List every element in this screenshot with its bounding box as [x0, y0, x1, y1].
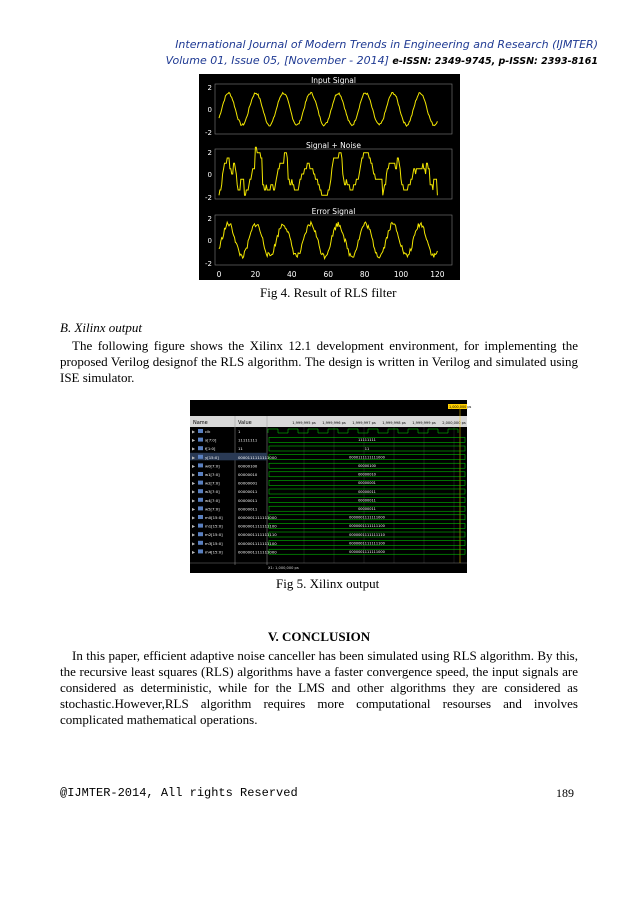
bus-value-label: 11111111 [358, 438, 376, 443]
signal-name: w5[7:0] [205, 506, 220, 512]
expand-arrow-icon: ▶ [192, 515, 196, 520]
bus-icon [198, 506, 203, 510]
signal-value: 0000001111111100 [238, 540, 277, 546]
figure-xilinx-output [190, 400, 472, 573]
signal-value: 0000001111111100 [238, 523, 277, 529]
bus-icon [198, 549, 203, 553]
signal-trace [219, 92, 437, 126]
page-number: 189 [556, 786, 574, 800]
panel-frame [215, 84, 452, 134]
bus-icon [198, 498, 203, 502]
y-tick-label: 2 [207, 149, 212, 157]
bus-value-label: 00000001 [358, 481, 376, 486]
x-tick-label: 80 [359, 270, 370, 279]
signal-value: 0000001111111000 [238, 549, 277, 555]
bus-icon [198, 532, 203, 536]
section-b-paragraph: The following figure shows the Xilinx 12.1 development environment, for implementing the proposed Verilog designof the RLS algorithm. The design is written in Verilog and simulated using ISE simulator. [60, 338, 578, 385]
panel-title: Error Signal [311, 207, 356, 216]
bus-icon [198, 489, 203, 493]
signal-value: 00000010 [238, 472, 258, 477]
expand-arrow-icon: ▶ [192, 549, 196, 555]
time-label: 1,999,995 ps [292, 421, 316, 425]
signal-value: 11 [238, 446, 243, 452]
signal-value: 1 [238, 429, 241, 434]
y-tick-label: -2 [205, 129, 212, 137]
figure-rls-result [199, 74, 460, 280]
signal-name: m0[15:0] [205, 515, 223, 520]
signal-trace [219, 222, 437, 259]
y-tick-label: 0 [207, 237, 212, 245]
signal-value: 0000111111111000 [238, 454, 277, 460]
expand-arrow-icon: ▶ [192, 472, 196, 477]
expand-arrow-icon: ▶ [192, 489, 196, 495]
signal-name: m4[15:0] [205, 549, 223, 555]
signal-value: 00000001 [238, 480, 258, 486]
time-label: 1,999,996 ps [322, 421, 346, 425]
panel-title: Input Signal [311, 76, 356, 85]
signal-name: w2[7:0] [205, 480, 220, 486]
bus-icon [198, 541, 203, 545]
panel-frame [215, 215, 452, 265]
y-tick-label: -2 [205, 260, 212, 268]
signal-value: 00000011 [238, 489, 258, 495]
name-column-header: Name [193, 420, 208, 426]
bus-icon [198, 463, 203, 467]
bus-value-label: 0000001111111100 [349, 524, 385, 529]
expand-arrow-icon: ▶ [192, 480, 196, 486]
expand-arrow-icon: ▶ [192, 497, 196, 503]
issn-text: e-ISSN: 2349-9745, p-ISSN: 2393-8161 [392, 56, 598, 67]
journal-title: International Journal of Modern Trends in Engineering and Research (IJMTER) [175, 38, 598, 51]
conclusion-heading: V. CONCLUSION [267, 629, 371, 644]
expand-arrow-icon: ▶ [192, 463, 196, 469]
y-tick-label: 2 [207, 215, 212, 223]
bus-icon [198, 446, 203, 450]
signal-value: 00000011 [238, 506, 258, 512]
bus-icon [198, 455, 203, 459]
bus-value-label: 0000111111111000 [349, 455, 385, 460]
bus-value-label: 00000010 [358, 472, 376, 477]
bus-value-label: 0000001111111100 [349, 541, 385, 546]
panel-title: Signal + Noise [306, 141, 361, 150]
signal-value: 00000100 [238, 463, 258, 469]
expand-arrow-icon: ▶ [192, 429, 196, 434]
x-tick-label: 40 [287, 270, 297, 279]
x-tick-label: 20 [250, 270, 261, 279]
x-tick-label: 60 [323, 270, 333, 279]
x-tick-label: 0 [216, 270, 222, 279]
signal-name: clk [205, 429, 211, 434]
status-text: X1: 1,000,000 ps [268, 566, 299, 570]
expand-arrow-icon: ▶ [192, 446, 196, 452]
signal-name: m1[15:0] [205, 523, 223, 529]
bus-value-label: 00000011 [358, 489, 376, 494]
signal-value: 11111111 [238, 437, 258, 443]
panel-frame [215, 149, 452, 199]
y-tick-label: -2 [205, 194, 212, 202]
time-label: 1,999,997 ps [352, 421, 376, 425]
bus-icon [198, 472, 203, 476]
bus-icon [198, 438, 203, 442]
bus-value-label: 00000011 [358, 498, 376, 503]
figure5-caption: Fig 5. Xilinx output [276, 576, 380, 591]
signal-name: y[15:0] [205, 454, 219, 460]
expand-arrow-icon: ▶ [192, 532, 196, 538]
signal-trace [219, 147, 437, 195]
signal-name: m2[15:0] [205, 532, 223, 538]
expand-arrow-icon: ▶ [192, 523, 196, 529]
bus-icon [198, 429, 203, 433]
journal-volume [0, 54, 598, 67]
value-column-header: Value [238, 420, 252, 426]
volume-text: Volume 01, Issue 05, [November - 2014] [165, 54, 389, 67]
signal-name: w0[7:0] [205, 463, 220, 469]
signal-name: f[1:0] [205, 446, 216, 452]
expand-arrow-icon: ▶ [192, 454, 196, 460]
bus-value-label: 00000011 [358, 507, 376, 511]
signal-name: x[7:0] [205, 437, 217, 443]
signal-value: 0000001111111110 [238, 532, 277, 538]
signal-value: 0000001111111000 [238, 515, 277, 520]
signal-name: w1[7:0] [205, 472, 220, 477]
signal-name: w3[7:0] [205, 489, 220, 495]
footer-copyright: @IJMTER-2014, All rights Reserved [60, 786, 298, 800]
bus-icon [198, 524, 203, 528]
bus-icon [198, 515, 203, 519]
conclusion-paragraph: In this paper, efficient adaptive noise canceller has been simulated using RLS algorithm. By this, the recursive least squares (RLS) algorithms have a faster convergence speed, the input signals are considered as deterministic, while for the LMS and other algorithms they are considered as stochastic.However,RLS algorithm requires more computational resourses and involves complicated mathematical operations. [60, 648, 578, 727]
signal-value: 00000011 [238, 497, 258, 503]
time-label: 2,000,000 ps [442, 421, 466, 425]
x-tick-label: 120 [430, 270, 445, 279]
figure4-caption: Fig 4. Result of RLS filter [260, 285, 397, 300]
signal-name: w4[7:0] [205, 497, 220, 503]
y-tick-label: 0 [207, 171, 212, 179]
bus-value-label: 11 [364, 446, 370, 451]
expand-arrow-icon: ▶ [192, 506, 196, 512]
signal-name: m3[15:0] [205, 540, 223, 546]
bus-value-label: 00000100 [358, 464, 376, 468]
bus-value-label: 0000001111111000 [349, 515, 385, 520]
x-tick-label: 100 [393, 270, 409, 279]
bus-icon [198, 481, 203, 485]
expand-arrow-icon: ▶ [192, 540, 196, 546]
clock-wave [268, 429, 458, 433]
bus-value-label: 0000001111111000 [349, 550, 385, 554]
y-tick-label: 0 [207, 106, 212, 114]
time-label: 1,999,999 ps [412, 421, 436, 425]
section-b-heading: B. Xilinx output [60, 320, 142, 335]
time-label: 1,999,998 ps [382, 421, 406, 425]
y-tick-label: 2 [207, 84, 212, 92]
bus-value-label: 0000001111111110 [349, 532, 385, 537]
expand-arrow-icon: ▶ [192, 437, 196, 443]
cursor-marker-label: 1,000,000 ps [449, 405, 472, 409]
toolbar-area [190, 400, 467, 416]
